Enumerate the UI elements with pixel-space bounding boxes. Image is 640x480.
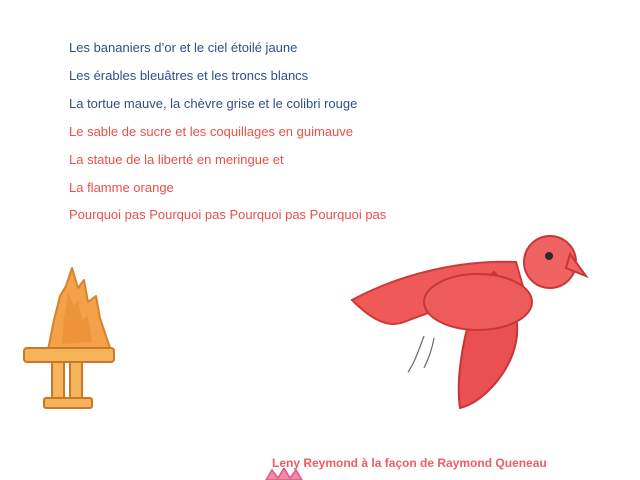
poem-line-6: La flamme orange <box>69 180 174 195</box>
orange-flame-torch-drawing <box>18 262 118 414</box>
pink-flower-drawing <box>260 468 310 480</box>
poem-line-1: Les bananiers d’or et le ciel étoilé jaune <box>69 40 298 55</box>
poem-line-7: Pourquoi pas Pourquoi pas Pourquoi pas Pourquoi pas <box>69 207 387 222</box>
poem-line-5: La statue de la liberté en meringue et <box>69 152 284 167</box>
poem-line-2: Les érables bleuâtres et les troncs blancs <box>69 68 309 83</box>
poem-line-4: Le sable de sucre et les coquillages en guimauve <box>69 124 354 139</box>
torch-handle-right <box>70 362 82 402</box>
flame-icon <box>48 268 110 350</box>
poem-line-3: La tortue mauve, la chèvre grise et le colibri rouge <box>69 96 358 111</box>
bird-legs <box>408 336 434 372</box>
bird-body <box>424 274 532 330</box>
bird-eye <box>545 252 553 260</box>
red-hummingbird-drawing <box>344 232 590 422</box>
torch-crossbar <box>24 348 114 362</box>
torch-base <box>44 398 92 408</box>
torch-handle-left <box>52 362 64 402</box>
signature: Leny Reymond à la façon de Raymond Queneau <box>272 456 547 470</box>
